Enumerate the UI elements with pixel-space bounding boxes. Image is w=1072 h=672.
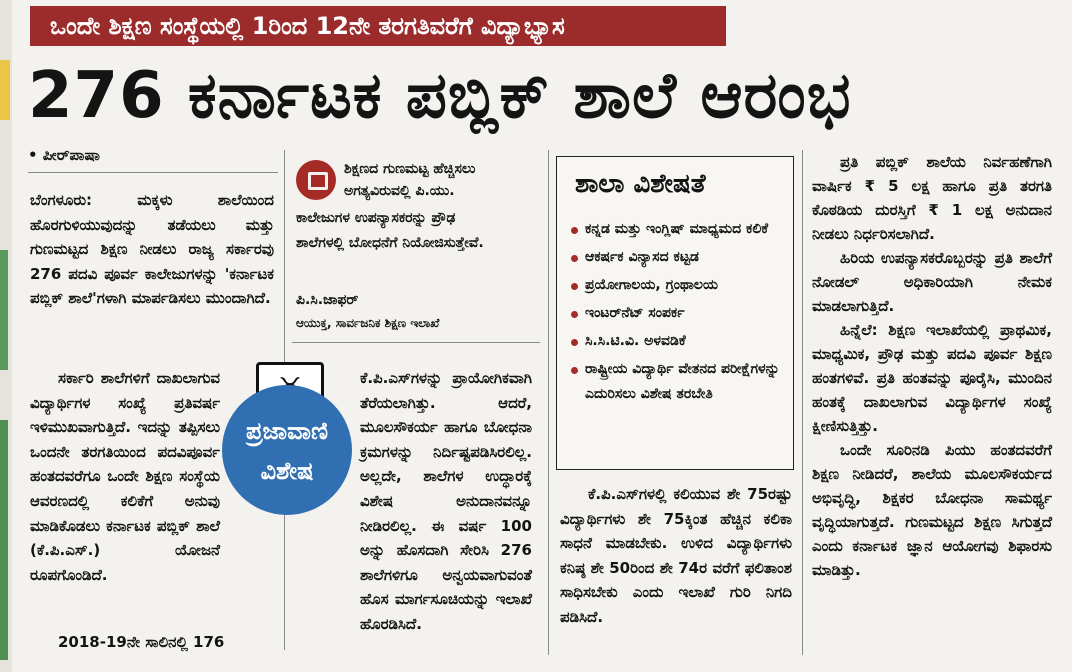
badge-line-2: ವಿಶೇಷ <box>260 457 314 485</box>
article-column-4 <box>812 150 1052 582</box>
feature-item: ಕನ್ನಡ ಮತ್ತು ಇಂಗ್ಲಿಷ್ ಮಾಧ್ಯಮದ ಕಲಿಕೆ <box>567 217 787 242</box>
article-column-3 <box>560 482 792 630</box>
headline: 276 ಕರ್ನಾಟಕ ಪಬ್ಲಿಕ್ ಶಾಲೆ ಆರಂಭ <box>28 59 852 133</box>
strip-color-block <box>0 60 10 120</box>
pull-quote-text: ಕಾಲೇಜುಗಳ ಉಪನ್ಯಾಸಕರನ್ನು ಪ್ರೌಢ ಶಾಲೆಗಳಲ್ಲಿ ಬೋಧನೆಗೆ ನಿಯೋಜಿಸುತ್ತೇವೆ. <box>296 210 484 251</box>
special-report-badge <box>222 385 352 515</box>
paragraph: ಬೆಂಗಳೂರು: ಮಕ್ಕಳು ಶಾಲೆಯಿಂದ ಹೊರಗುಳಿಯುವುದನ್ನು ತಡೆಯಲು ಮತ್ತು ಗುಣಮಟ್ಟದ ಶಿಕ್ಷಣ ನೀಡಲು ರಾಜ್ಯ ಸರ್ಕಾರವು 276 ಪದವಿ ಪೂರ್ವ ಕಾಲೇಜುಗಳನ್ನು 'ಕರ್ನಾಟಕ ಪಬ್ಲಿಕ್ ಶಾಲೆ'ಗಳಾಗಿ ಮಾರ್ಪಡಿಸಲು ಮುಂದಾಗಿದೆ. <box>30 191 274 308</box>
paragraph: ಒಂದೇ ಸೂರಿನಡಿ ಪಿಯು ಹಂತದವರೆಗೆ ಶಿಕ್ಷಣ ನೀಡಿದರೆ, ಶಾಲೆಯ ಮೂಲಸೌಕರ್ಯದ ಅಭಿವೃದ್ಧಿ, ಶಿಕ್ಷಕರ ಬೋಧನಾ ಸಾಮರ್ಥ್ಯ ವೃದ್ಧಿಯಾಗುತ್ತದೆ. ಗುಣಮಟ್ಟದ ಶಿಕ್ಷಣ ಸಿಗುತ್ತದೆ ಎಂದು ಕರ್ನಾಟಕ ಜ್ಞಾನ ಆಯೋಗವು ಶಿಫಾರಸು ಮಾಡಿತ್ತು. <box>812 441 1052 579</box>
article-column-2 <box>360 366 532 637</box>
feature-item: ಸಿ.ಸಿ.ಟಿ.ವಿ. ಅಳವಡಿಕೆ <box>567 329 787 354</box>
article-column-1 <box>30 188 274 311</box>
kicker-banner: ಒಂದೇ ಶಿಕ್ಷಣ ಸಂಸ್ಥೆಯಲ್ಲಿ 1ರಿಂದ 12ನೇ ತರಗತಿವರೆಗೆ ವಿದ್ಯಾಭ್ಯಾಸ <box>30 6 726 46</box>
paragraph: ಹಿನ್ನೆಲೆ: ಶಿಕ್ಷಣ ಇಲಾಖೆಯಲ್ಲಿ ಪ್ರಾಥಮಿಕ, ಮಾಧ್ಯಮಿಕ, ಪ್ರೌಢ ಮತ್ತು ಪದವಿ ಪೂರ್ವ ಶಿಕ್ಷಣ ಹಂತಗಳಿವೆ. ಪ್ರತಿ ಹಂತವನ್ನು ಪೂರೈಸಿ, ಮುಂದಿನ ಹಂತಕ್ಕೆ ದಾಖಲಾಗುವ ವಿದ್ಯಾರ್ಥಿಗಳ ಸಂಖ್ಯೆ ಕ್ಷೀಣಿಸುತ್ತಿತ್ತು. <box>812 321 1052 435</box>
adjacent-page-strip <box>0 0 12 672</box>
feature-item: ಇಂಟರ್‌ನೆಟ್ ಸಂಪರ್ಕ <box>567 301 787 326</box>
strip-color-block <box>0 420 8 660</box>
features-title: ಶಾಲಾ ವಿಶೇಷತೆ <box>575 169 706 199</box>
pull-quote-lead: ಶಿಕ್ಷಣದ ಗುಣಮಟ್ಟ ಹೆಚ್ಚಿಸಲು ಅಗತ್ಯವಿರುವಲ್ಲಿ ಪಿ.ಯು. <box>344 161 476 199</box>
quote-author: ಪಿ.ಸಿ.ಜಾಫರ್ <box>296 292 359 308</box>
article-column-1-end <box>30 630 274 655</box>
quote-icon <box>296 160 336 200</box>
paragraph: ಪ್ರತಿ ಪಬ್ಲಿಕ್ ಶಾಲೆಯ ನಿರ್ವಹಣೆಗಾಗಿ ವಾರ್ಷಿಕ ₹ 5 ಲಕ್ಷ ಹಾಗೂ ಪ್ರತಿ ತರಗತಿ ಕೊಠಡಿಯ ದುರಸ್ತಿಗೆ ₹ 1 ಲಕ್ಷ ಅನುದಾನ ನೀಡಲು ನಿರ್ಧರಿಸಲಾಗಿದೆ. <box>812 153 1052 243</box>
byline-rule <box>28 172 278 173</box>
paragraph: ಕೆ.ಪಿ.ಎಸ್‌ಗಳನ್ನು ಪ್ರಾಯೋಗಿಕವಾಗಿ ತೆರೆಯಲಾಗಿತ್ತು. ಆದರೆ, ಮೂಲಸೌಕರ್ಯ ಹಾಗೂ ಬೋಧನಾ ಕ್ರಮಗಳನ್ನು ನಿರ್ದಿಷ್ಟಪಡಿಸಿರಲಿಲ್ಲ. ಅಲ್ಲದೇ, ಶಾಲೆಗಳ ಉದ್ಧಾರಕ್ಕೆ ವಿಶೇಷ ಅನುದಾನವನ್ನೂ ನೀಡಿರಲಿಲ್ಲ. ಈ ವರ್ಷ 100 ಅನ್ನು ಹೊಸದಾಗಿ ಸೇರಿಸಿ 276 ಶಾಲೆಗಳಿಗೂ ಅನ್ವಯವಾಗುವಂತೆ ಹೊಸ ಮಾರ್ಗಸೂಚಿಯನ್ನು ಇಲಾಖೆ ಹೊರಡಿಸಿದೆ. <box>360 369 532 633</box>
feature-item: ಆಕರ್ಷಕ ವಿನ್ಯಾಸದ ಕಟ್ಟಡ <box>567 245 787 270</box>
paragraph: ಹಿರಿಯ ಉಪನ್ಯಾಸಕರೊಬ್ಬರನ್ನು ಪ್ರತಿ ಶಾಲೆಗೆ ನೋಡಲ್ ಅಧಿಕಾರಿಯಾಗಿ ನೇಮಕ ಮಾಡಲಾಗುತ್ತಿದೆ. <box>812 249 1052 315</box>
paragraph: ಕೆ.ಪಿ.ಎಸ್‌ಗಳಲ್ಲಿ ಕಲಿಯುವ ಶೇ 75ರಷ್ಟು ವಿದ್ಯಾರ್ಥಿಗಳು ಶೇ 75ಕ್ಕಿಂತ ಹೆಚ್ಚಿನ ಕಲಿಕಾ ಸಾಧನೆ ಮಾಡಬೇಕು. ಉಳಿದ ವಿದ್ಯಾರ್ಥಿಗಳು ಕನಿಷ್ಠ ಶೇ 50ರಿಂದ ಶೇ 74ರ ವರೆಗೆ ಫಲಿತಾಂಶ ಸಾಧಿಸಬೇಕು ಎಂದು ಇಲಾಖೆ ಗುರಿ ನಿಗದಿ ಪಡಿಸಿದೆ. <box>560 485 792 626</box>
features-list <box>567 217 787 410</box>
features-box <box>556 156 794 470</box>
byline: • ಪೀರ್‌ಪಾಷಾ <box>28 146 100 164</box>
quote-rule <box>292 342 540 343</box>
column-rule <box>802 150 803 655</box>
column-rule <box>548 150 549 655</box>
article-column-1-wrap <box>30 366 220 587</box>
feature-item: ಪ್ರಯೋಗಾಲಯ, ಗ್ರಂಥಾಲಯ <box>567 273 787 298</box>
paragraph: 2018-19ನೇ ಸಾಲಿನಲ್ಲಿ 176 <box>58 633 225 651</box>
feature-item: ರಾಷ್ಟ್ರೀಯ ವಿದ್ಯಾರ್ಥಿ ವೇತನದ ಪರೀಕ್ಷೆಗಳನ್ನು ಎದುರಿಸಲು ವಿಶೇಷ ತರಬೇತಿ <box>567 357 787 407</box>
strip-color-block <box>0 250 8 370</box>
quote-author-role: ಆಯುಕ್ತ, ಸಾರ್ವಜನಿಕ ಶಿಕ್ಷಣ ಇಲಾಖೆ <box>296 316 440 330</box>
badge-line-1: ಪ್ರಜಾವಾಣಿ <box>246 417 328 445</box>
paragraph: ಸರ್ಕಾರಿ ಶಾಲೆಗಳಿಗೆ ದಾಖಲಾಗುವ ವಿದ್ಯಾರ್ಥಿಗಳ ಸಂಖ್ಯೆ ಪ್ರತಿವರ್ಷ ಇಳಿಮುಖವಾಗುತ್ತಿದೆ. ಇದನ್ನು ತಪ್ಪಿಸಲು ಒಂದನೇ ತರಗತಿಯಿಂದ ಪದವಿಪೂರ್ವ ಹಂತದವರೆಗೂ ಒಂದೇ ಶಿಕ್ಷಣ ಸಂಸ್ಥೆಯ ಆವರಣದಲ್ಲಿ ಕಲಿಕೆಗೆ ಅನುವು ಮಾಡಿಕೊಡಲು ಕರ್ನಾಟಕ ಪಬ್ಲಿಕ್ ಶಾಲೆ (ಕೆ.ಪಿ.ಎಸ್.) ಯೋಜನೆ ರೂಪಗೊಂಡಿದೆ. <box>30 369 220 584</box>
